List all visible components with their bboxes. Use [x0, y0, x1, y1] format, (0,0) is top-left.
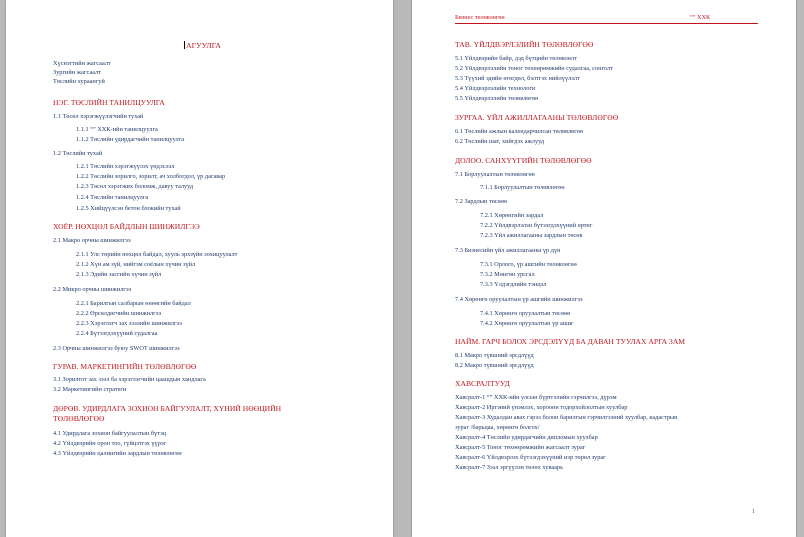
toc-entry[interactable]: 7.4.1 Хөрөнгө оруулалтын төсөөө: [480, 310, 571, 317]
toc-entry[interactable]: 1.2.2 Төслийн зорилго, зорилт, ач холбогдол, үр дагавар: [76, 173, 226, 180]
toc-entry[interactable]: 2.1.3 Эдийн засгийн хүчин зүйл: [76, 271, 162, 278]
toc-entry[interactable]: Хүснэгтийн жагсаалт: [53, 60, 111, 67]
toc-entry[interactable]: 2.1 Макро орчны шинжилгээ: [53, 237, 131, 244]
toc-heading-continued[interactable]: ТӨЛӨВЛӨГӨӨ: [53, 414, 105, 423]
appendix-entry[interactable]: Хавсралт-1 “” ХХК-ийн улсын бүртгэлийн гэрчилгээ, дүрэм: [455, 394, 617, 401]
toc-entry[interactable]: 1.2.4 Төслийн танилцуулга: [76, 194, 149, 201]
toc-entry[interactable]: 2.2.2 Өрсөлдөгчийн шинжилгээ: [76, 310, 162, 317]
toc-entry[interactable]: 7.4.2 Хөрөнгө оруулалтын үр ашиг: [480, 320, 574, 327]
toc-entry[interactable]: 7.3.2 Мөнгөн урсгал: [480, 271, 535, 278]
document-page-2: [412, 0, 796, 537]
toc-entry[interactable]: 7.3.3 Үлдэгдлийн тэнцэл: [480, 281, 547, 288]
toc-entry[interactable]: 6.1 Төслийн ажлын календарчилсан төлөвлөгөө: [455, 128, 584, 135]
toc-heading[interactable]: ДӨРӨВ. УДИРДЛАГА ЗОХИОН БАЙГУУЛАЛТ, ХҮНИЙ НӨӨЦИЙН: [53, 404, 282, 413]
toc-entry[interactable]: 1.1.1 “” ХХК-ийн танилцуулга: [76, 126, 158, 133]
toc-entry[interactable]: 7.1 Борлуулалтын төлөвлөгөө: [455, 171, 535, 178]
page-number: 1: [752, 509, 755, 515]
toc-heading[interactable]: ЗУРГАА. ҮЙЛ АЖИЛЛАГААНЫ ТӨЛӨВЛӨГӨӨ: [455, 113, 619, 122]
toc-entry[interactable]: 2.2.3 Хэрэглэгч зах зээлийн шинжилгээ: [76, 320, 182, 327]
toc-entry[interactable]: 2.1.1 Улс төрийн нөхцөл байдал, хууль эрхзүйн зохицуулалт: [76, 251, 238, 258]
toc-entry[interactable]: 8.1 Макро түвшний эрсдлүүд: [455, 352, 534, 359]
toc-entry[interactable]: 5.5 Үйлдвэрлэлийн төлөвлөгөө: [455, 95, 539, 102]
toc-heading[interactable]: НЭГ. ТӨСЛИЙН ТАНИЛЦУУЛГА: [53, 98, 165, 107]
toc-title: АГУУЛГА: [186, 41, 221, 50]
appendix-entry-continued[interactable]: зураг /барьцаа, хөрөнгө болгох/: [455, 424, 540, 431]
appendix-entry[interactable]: Хавсралт-7 Зээл эргүүлэн төлөх хуваарь: [455, 464, 563, 471]
toc-entry[interactable]: 1.1.2 Төслийн удирдагчийн танилцуулга: [76, 136, 185, 143]
running-head-left: Бизнес төлөвлөгөө: [455, 14, 505, 21]
toc-entry[interactable]: 2.3 Орчны шинжилгээ буюу SWOT шинжилгээ: [53, 345, 180, 352]
toc-entry[interactable]: 7.3 Бизнесийн үйл ажиллагааны үр дүн: [455, 247, 561, 254]
toc-heading[interactable]: ХОЁР. НӨХЦӨЛ БАЙДЛЫН ШИНЖИЛГЭЭ: [53, 222, 200, 231]
toc-entry[interactable]: 7.2.1 Хөрөнгийн зардал: [480, 212, 544, 219]
toc-entry[interactable]: 1.2.1 Төслийн хэрэгжүүлэх үндэслэл: [76, 163, 175, 170]
toc-entry[interactable]: 6.2 Төслийн шат, хийгдэх ажлууд: [455, 138, 545, 145]
toc-entry[interactable]: 5.4 Үйлдвэрлэлийн технологи: [455, 85, 536, 92]
toc-entry[interactable]: Төслийн хураангуй: [53, 78, 105, 85]
toc-entry[interactable]: 2.2 Микро орчны шинжилгээ: [53, 286, 132, 293]
appendix-entry[interactable]: Хавсралт-4 Төслийн удирдагчийн дипломын хуулбар: [455, 434, 598, 441]
toc-heading[interactable]: ГУРАВ. МАРКЕТИНГИЙН ТӨЛӨВЛӨГӨӨ: [53, 362, 197, 371]
toc-entry[interactable]: 7.2.3 Үйл ажиллагааны зардлын төсөв: [480, 232, 583, 239]
toc-heading[interactable]: ДОЛОО. САНХҮҮГИЙН ТӨЛӨВЛӨГӨӨ: [455, 156, 592, 165]
toc-entry[interactable]: 7.4 Хөрөнгө оруулалтын үр ашгийн шинжилгээ: [455, 296, 583, 303]
toc-entry[interactable]: 5.3 Түүхий эдийн өгөгдөл, бэлтгэх нийлүүлэлт: [455, 75, 580, 82]
document-page-1: [6, 0, 393, 537]
running-head-right: “” ХХК: [690, 14, 711, 21]
toc-entry[interactable]: 7.2 Зардлын төсөөө: [455, 198, 508, 205]
toc-entry[interactable]: 3.1 Зорилтот зах зээл ба хэрэглэгчийн цаашдын хандлага: [53, 376, 206, 383]
appendix-entry[interactable]: Хавсралт-2 Иргэний үнэмлэх, хороонн тодорхойлолтын хуулбар: [455, 404, 628, 411]
toc-entry[interactable]: 8.2 Макро түвшний эрсдлүүд: [455, 362, 534, 369]
toc-entry[interactable]: 5.1 Үйлдвэрийн байр, дэд бүтцийн төлөвлөлт: [455, 55, 577, 62]
toc-entry[interactable]: 2.2.4 Бүтээгдэхүүний судалгаа: [76, 330, 158, 337]
toc-heading[interactable]: НАЙМ. ГАРЧ БОЛОХ ЭРСДЭЛҮҮД БА ДАВАН ТУУЛАХ АРГА ЗАМ: [455, 337, 686, 346]
toc-entry[interactable]: 2.1.2 Хүн ам зүй, нийгэм соёлын хүчин зүйл: [76, 261, 196, 268]
text-cursor: [184, 41, 185, 49]
toc-entry[interactable]: 4.2 Үйлдвэрийн орон тоо, гүйцэтгэх үүрэг: [53, 440, 167, 447]
appendix-entry[interactable]: Хавсралт-6 Үйлдвэрлэх бүтээгдэхүүний нэр төрөл зураг: [455, 454, 606, 461]
toc-entry[interactable]: 7.3.1 Орлого, үр ашгийн төлөвлөгөө: [480, 261, 577, 268]
header-rule: [455, 23, 758, 24]
toc-entry[interactable]: 1.2.5 Хийцүүлсэн бетон блокийн тухай: [76, 205, 181, 212]
toc-entry[interactable]: 1.2 Төслийн тухай: [53, 150, 103, 157]
toc-entry[interactable]: 2.2.1 Барилгын салбарын өнөөгийн байдал: [76, 300, 191, 307]
toc-entry[interactable]: 4.3 Үйлдвэрийн цалингийн зардлын төлөвлөгөө: [53, 450, 182, 457]
toc-entry[interactable]: 7.2.2 Үйлдвэрлэлэн бүтээгдэхүүний өртөг: [480, 222, 593, 229]
toc-entry[interactable]: 4.1 Удирдлага зохион байгуулалтын бүтэц: [53, 430, 167, 437]
toc-entry[interactable]: 1.2.3 Төсөл хэрэгжих боломж, давуу талууд: [76, 183, 194, 190]
appendix-entry[interactable]: Хавсралт-5 Тоног төхөөрөмжийн жагсаалт зураг: [455, 444, 586, 451]
toc-entry[interactable]: 7.1.1 Борлуулалтын төлөвлөгөө: [480, 184, 565, 191]
toc-entry[interactable]: Зургийн жагсаалт: [53, 69, 101, 76]
appendix-entry[interactable]: Хавсралт-3 Худалдан авах гэрээ болон барилгын гэрчилгээний хуулбар, кадастрын: [455, 414, 678, 421]
toc-entry[interactable]: 5.2 Үйлдвэрлэлийн тоног төхөөрөмжийн судалгаа, сонголт: [455, 65, 613, 72]
toc-entry[interactable]: 1.1 Төсөл хэрэгжүүлэгчийн тухай: [53, 113, 144, 120]
toc-entry[interactable]: 3.2 Маркетингийн стратеги: [53, 386, 127, 393]
toc-heading[interactable]: ХАВСРАЛТУУД: [455, 379, 510, 388]
toc-heading[interactable]: ТАВ. ҮЙЛДВЭРЛЭЛИЙН ТӨЛӨВЛӨГӨӨ: [455, 40, 594, 49]
